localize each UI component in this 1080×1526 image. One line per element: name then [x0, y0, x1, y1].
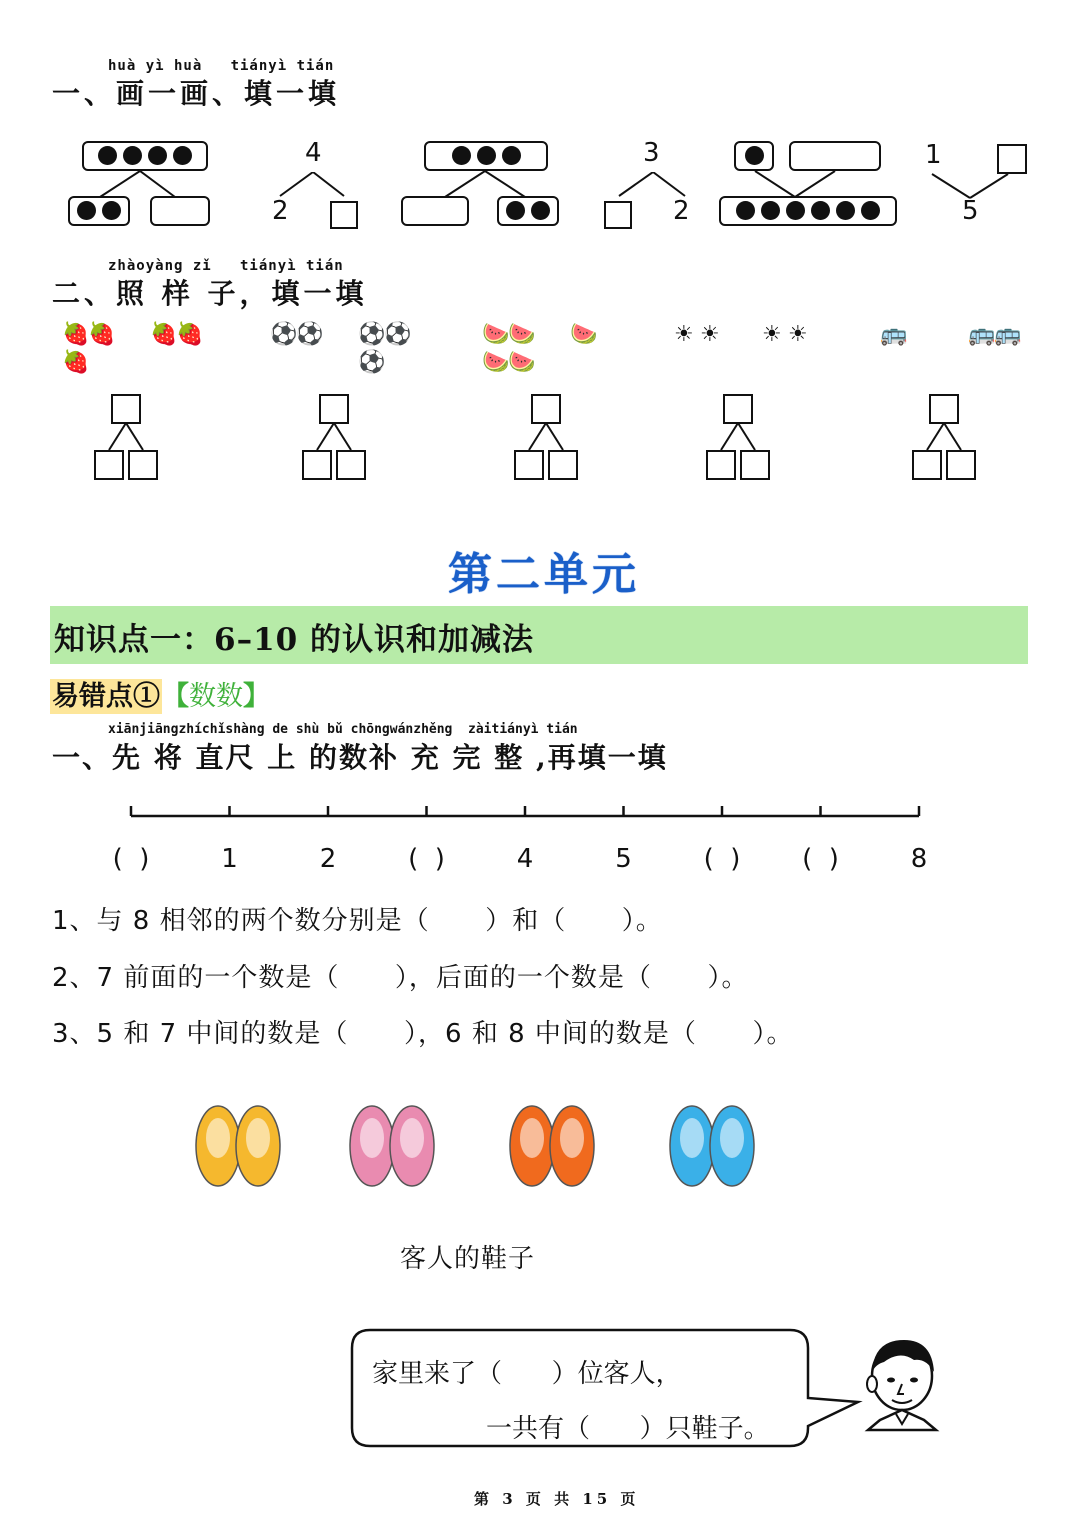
bond-bottom-pill	[719, 196, 897, 226]
strawberry-icon: 🍓	[150, 322, 178, 347]
bond-answer-box[interactable]	[929, 394, 959, 424]
error-point	[50, 674, 270, 713]
unit-title: 第二单元	[448, 549, 640, 600]
bond-answer-box[interactable]	[946, 450, 976, 480]
yellow-shoes-icon	[188, 1094, 288, 1194]
shoes-caption: 客人的鞋子	[400, 1244, 536, 1274]
bracket-open: 【	[162, 681, 189, 712]
part1-pinyin: xiānjiāngzhíchǐshàng de shù bǔ chōngwánzhěng zàitiányì tián	[108, 722, 578, 737]
ruler-label: 8	[910, 844, 928, 874]
ruler-label: ( )	[703, 844, 741, 874]
sun-icon: ☀	[674, 322, 694, 347]
strawberry-icon: 🍓	[62, 350, 90, 375]
knowledge-point-title: 知识点一：6–10 的认识和加减法	[54, 622, 535, 658]
part1-heading: 一、先 将 直尺 上 的数补 充 完 整 ,再填一填	[52, 741, 668, 774]
section2-pinyin: zhàoyàng zǐ tiányì tián	[108, 258, 344, 274]
soccer-ball-icon: ⚽	[296, 322, 324, 347]
bond-answer-box[interactable]	[111, 394, 141, 424]
bond-answer-box[interactable]	[128, 450, 158, 480]
ruler-label: 2	[319, 844, 337, 874]
ruler-label: 5	[615, 844, 632, 874]
bond-answer-box[interactable]	[740, 450, 770, 480]
bond-top-number: 3	[643, 138, 660, 168]
bond-left-pill	[68, 196, 130, 226]
ruler-label: ( )	[408, 844, 445, 874]
bus-icon: 🚌	[968, 322, 996, 347]
sun-icon: ☀	[700, 322, 720, 347]
section1-heading: 一、画一画、填一填	[52, 77, 341, 110]
bond-lines	[924, 423, 964, 451]
bond-lines	[718, 423, 758, 451]
error-point-label: 易错点①	[52, 681, 160, 712]
orange-shoes-icon	[502, 1094, 602, 1194]
bus-icon: 🚌	[880, 322, 908, 347]
speech-line-2: 一共有（ ）只鞋子。	[486, 1414, 770, 1444]
bond-answer-box[interactable]	[912, 450, 942, 480]
ruler-label: 4	[516, 844, 534, 874]
bond-answer-box[interactable]	[336, 450, 366, 480]
bond-answer-box[interactable]	[302, 450, 332, 480]
boy-avatar-icon	[860, 1332, 944, 1432]
section2-heading: 二、照 样 子，填一填	[52, 277, 368, 310]
bond-lines	[314, 423, 354, 451]
error-point-topic: 数数	[189, 681, 243, 712]
bond-answer-box[interactable]	[514, 450, 544, 480]
bond-answer-box[interactable]	[604, 201, 632, 229]
bond-top-pill	[82, 141, 208, 171]
bond-lines	[106, 423, 146, 451]
pink-shoes-icon	[342, 1094, 442, 1194]
sun-icon: ☀	[788, 322, 808, 347]
strawberry-icon: 🍓	[176, 322, 204, 347]
bond-answer-box[interactable]	[319, 394, 349, 424]
bond-lines	[617, 172, 689, 198]
bond-top-pill	[424, 141, 548, 171]
bond-right-pill	[497, 196, 559, 226]
bond-lines	[278, 172, 348, 198]
ruler-label: ( )	[802, 844, 839, 874]
bus-icon: 🚌	[994, 322, 1022, 347]
ruler-label: ( )	[112, 844, 150, 874]
strawberry-icon: 🍓	[62, 322, 90, 347]
bond-left-pill-blank[interactable]	[401, 196, 469, 226]
bond-small-pill	[734, 141, 774, 171]
number-ruler	[125, 802, 925, 824]
bond-top-pill-blank[interactable]	[789, 141, 881, 171]
sun-icon: ☀	[762, 322, 782, 347]
bond-lines	[95, 171, 185, 199]
bond-lines	[440, 171, 530, 199]
bond-lines	[750, 171, 840, 199]
soccer-ball-icon: ⚽	[358, 322, 386, 347]
soccer-ball-icon: ⚽	[358, 350, 386, 375]
watermelon-icon: 🍉	[508, 322, 536, 347]
watermelon-icon: 🍉	[570, 322, 598, 347]
bond-lines	[526, 423, 566, 451]
bond-answer-box[interactable]	[706, 450, 736, 480]
question-2: 2、7 前面的一个数是（ ），后面的一个数是（ ）。	[52, 963, 749, 993]
question-3: 3、5 和 7 中间的数是（ ），6 和 8 中间的数是（ ）。	[52, 1019, 794, 1049]
section1-pinyin: huà yì huà tiányì tián	[108, 58, 335, 74]
soccer-ball-icon: ⚽	[270, 322, 298, 347]
watermelon-icon: 🍉	[482, 322, 510, 347]
bond-answer-box[interactable]	[723, 394, 753, 424]
speech-line-1: 家里来了（ ）位客人，	[372, 1359, 682, 1389]
bond-answer-box[interactable]	[94, 450, 124, 480]
ruler-label: 1	[221, 844, 238, 874]
bond-answer-box[interactable]	[330, 201, 358, 229]
watermelon-icon: 🍉	[482, 350, 510, 375]
bond-answer-box[interactable]	[548, 450, 578, 480]
strawberry-icon: 🍓	[88, 322, 116, 347]
bond-right-number: 2	[673, 196, 690, 226]
blue-shoes-icon	[662, 1094, 762, 1194]
bond-left-number: 1	[925, 140, 942, 170]
bond-bottom-number: 5	[962, 196, 979, 226]
bond-top-number: 4	[305, 138, 322, 168]
watermelon-icon: 🍉	[508, 350, 536, 375]
bond-answer-box[interactable]	[997, 144, 1027, 174]
bond-right-pill-blank[interactable]	[150, 196, 210, 226]
bond-answer-box[interactable]	[531, 394, 561, 424]
soccer-ball-icon: ⚽	[384, 322, 412, 347]
question-1: 1、与 8 相邻的两个数分别是（ ）和（ ）。	[52, 906, 663, 936]
page-footer: 第 3 页 共 15 页	[474, 1490, 640, 1508]
bond-left-number: 2	[272, 196, 289, 226]
bracket-close: 】	[243, 681, 270, 712]
